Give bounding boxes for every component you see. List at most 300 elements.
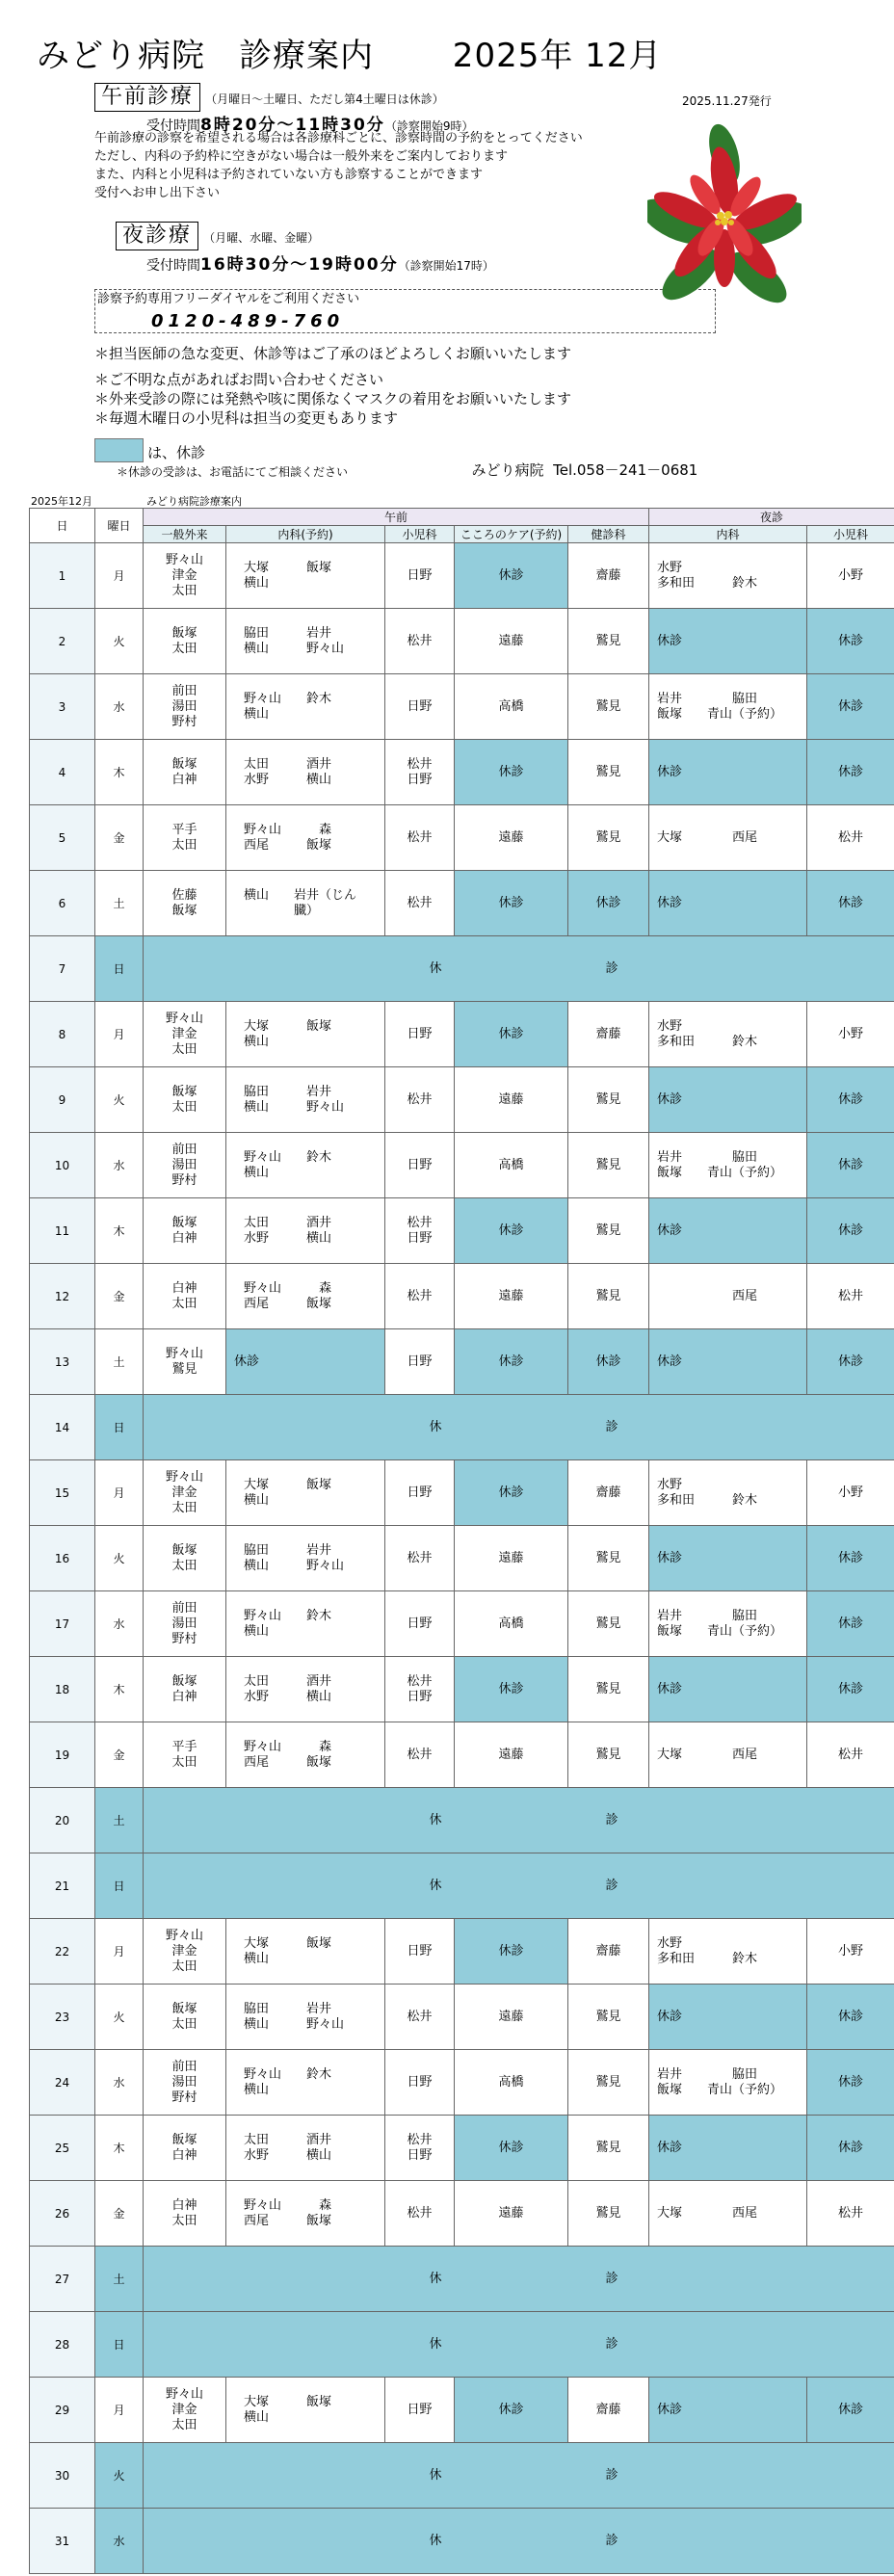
holiday-label-1: 休 (429, 1812, 442, 1827)
poinsettia-icon (647, 116, 802, 318)
pm-hours-note: （診察開始17時） (398, 259, 494, 273)
cell-general: 飯塚 太田 (144, 1067, 226, 1133)
table-row (30, 2050, 894, 2116)
pm-heading (116, 222, 319, 250)
cell-pediatrics: 松井 日野 (385, 1657, 455, 1722)
cell-day: 18 (30, 1657, 95, 1722)
cell-general: 野々山 鷲見 (144, 1329, 226, 1395)
cell-night-internal: 休診 (649, 2116, 807, 2181)
cell-internal-res: 太田 酒井 水野 横山 (226, 1657, 385, 1722)
cell-pediatrics: 松井 (385, 609, 455, 674)
cell-night-internal: 大塚 西尾 (649, 1722, 807, 1788)
cell-mental-care: 高橋 (455, 1133, 568, 1198)
cell-weekday: 土 (95, 2247, 144, 2312)
legend-sub: ＊休診の受診は、お電話にてご相談ください (117, 465, 349, 479)
table-row (30, 1591, 894, 1657)
cell-mental-care: 遠藤 (455, 1722, 568, 1788)
header-mental-care: こころのケア(予約) (455, 526, 568, 543)
cell-weekday: 木 (95, 1657, 144, 1722)
cell-internal-res: 大塚 飯塚 横山 (226, 543, 385, 609)
table-row (30, 1133, 894, 1198)
cell-weekday: 火 (95, 1526, 144, 1591)
table-row (30, 1460, 894, 1526)
caption-title: みどり病院診療案内 (146, 495, 242, 508)
note-2: ＊ご不明な点があればお問い合わせください (94, 371, 384, 388)
reservation-phone: 0120-489-760 (151, 311, 345, 331)
cell-night-pediatrics: 休診 (807, 1329, 894, 1395)
cell-weekday: 木 (95, 740, 144, 805)
holiday-cell (144, 2509, 894, 2574)
cell-pediatrics: 松井 日野 (385, 2116, 455, 2181)
cell-checkup: 鷲見 (568, 740, 649, 805)
cell-general: 野々山 津金 太田 (144, 1460, 226, 1526)
header-night: 夜診 (649, 509, 894, 526)
table-row (30, 1985, 894, 2050)
cell-checkup: 齋藤 (568, 2378, 649, 2443)
cell-mental-care: 休診 (455, 2378, 568, 2443)
cell-night-pediatrics: 松井 (807, 805, 894, 871)
cell-general: 飯塚 白神 (144, 1657, 226, 1722)
holiday-label-2: 診 (605, 960, 618, 976)
cell-night-internal: 水野 多和田 鈴木 (649, 1460, 807, 1526)
cell-weekday: 月 (95, 1002, 144, 1067)
cell-mental-care: 休診 (455, 871, 568, 936)
cell-checkup: 鷲見 (568, 1985, 649, 2050)
cell-checkup: 齋藤 (568, 1002, 649, 1067)
cell-day: 1 (30, 543, 95, 609)
cell-pediatrics: 松井 (385, 1722, 455, 1788)
am-line-3: また、内科と小児科は予約されていない方も診察することができます (94, 168, 484, 182)
am-days: （月曜日～土曜日、ただし第4土曜日は休診） (205, 92, 444, 106)
cell-general: 飯塚 太田 (144, 1526, 226, 1591)
cell-weekday: 火 (95, 609, 144, 674)
cell-general: 白神 太田 (144, 2181, 226, 2247)
cell-pediatrics: 松井 (385, 871, 455, 936)
cell-checkup: 鷲見 (568, 2116, 649, 2181)
cell-pediatrics: 日野 (385, 1460, 455, 1526)
schedule-body (30, 543, 894, 2574)
cell-weekday: 木 (95, 1198, 144, 1264)
table-row (30, 2509, 894, 2574)
cell-day: 29 (30, 2378, 95, 2443)
cell-pediatrics: 松井 日野 (385, 740, 455, 805)
cell-day: 24 (30, 2050, 95, 2116)
cell-mental-care: 遠藤 (455, 1067, 568, 1133)
cell-day: 7 (30, 936, 95, 1002)
cell-day: 17 (30, 1591, 95, 1657)
holiday-label-1: 休 (429, 2533, 442, 2548)
cell-internal-res: 脇田 岩井 横山 野々山 (226, 1985, 385, 2050)
cell-day: 5 (30, 805, 95, 871)
cell-night-internal: 休診 (649, 1329, 807, 1395)
cell-pediatrics: 日野 (385, 1133, 455, 1198)
cell-night-internal: 大塚 西尾 (649, 2181, 807, 2247)
note-4: ＊毎週木曜日の小児科は担当の変更もあります (94, 409, 399, 427)
cell-pediatrics: 日野 (385, 1329, 455, 1395)
holiday-cell (144, 1788, 894, 1853)
cell-night-pediatrics: 休診 (807, 871, 894, 936)
cell-mental-care: 高橋 (455, 2050, 568, 2116)
cell-night-pediatrics: 休診 (807, 1591, 894, 1657)
cell-day: 15 (30, 1460, 95, 1526)
cell-night-internal: 岩井 脇田 飯塚 青山（予約） (649, 1591, 807, 1657)
am-hours-label: 受付時間 (146, 118, 200, 134)
cell-night-internal: 水野 多和田 鈴木 (649, 1002, 807, 1067)
holiday-label-2: 診 (605, 2467, 618, 2483)
cell-weekday: 月 (95, 2378, 144, 2443)
cell-mental-care: 休診 (455, 1002, 568, 1067)
cell-general: 前田 湯田 野村 (144, 1133, 226, 1198)
cell-general: 佐藤 飯塚 (144, 871, 226, 936)
cell-night-internal: 休診 (649, 1067, 807, 1133)
table-row (30, 2247, 894, 2312)
holiday-cell (144, 2312, 894, 2378)
cell-day: 4 (30, 740, 95, 805)
cell-mental-care: 遠藤 (455, 2181, 568, 2247)
holiday-label-2: 診 (605, 2533, 618, 2548)
cell-internal-res: 野々山 鈴木 横山 (226, 1591, 385, 1657)
cell-weekday: 水 (95, 1133, 144, 1198)
cell-weekday: 月 (95, 1460, 144, 1526)
cell-checkup: 鷲見 (568, 1264, 649, 1329)
cell-weekday: 日 (95, 1853, 144, 1919)
cell-day: 2 (30, 609, 95, 674)
cell-pediatrics: 日野 (385, 674, 455, 740)
cell-checkup: 鷲見 (568, 1591, 649, 1657)
cell-pediatrics: 松井 (385, 1264, 455, 1329)
holiday-label-1: 休 (429, 1419, 442, 1434)
cell-weekday: 水 (95, 2050, 144, 2116)
table-row (30, 1919, 894, 1985)
table-row (30, 1526, 894, 1591)
cell-weekday: 木 (95, 2116, 144, 2181)
cell-night-pediatrics: 休診 (807, 1067, 894, 1133)
cell-internal-res: 大塚 飯塚 横山 (226, 1919, 385, 1985)
cell-weekday: 金 (95, 805, 144, 871)
header-night-pediatrics: 小児科 (807, 526, 894, 543)
cell-general: 野々山 津金 太田 (144, 1002, 226, 1067)
cell-night-pediatrics: 小野 (807, 1460, 894, 1526)
cell-night-pediatrics: 松井 (807, 1722, 894, 1788)
cell-night-pediatrics: 松井 (807, 2181, 894, 2247)
cell-weekday: 水 (95, 2509, 144, 2574)
cell-day: 3 (30, 674, 95, 740)
cell-pediatrics: 日野 (385, 1591, 455, 1657)
cell-internal-res: 横山 岩井（じん 臓） (226, 871, 385, 936)
cell-mental-care: 休診 (455, 543, 568, 609)
cell-mental-care: 遠藤 (455, 1985, 568, 2050)
am-hours: 8時20分～11時30分 (200, 116, 385, 135)
cell-day: 31 (30, 2509, 95, 2574)
cell-checkup: 鷲見 (568, 1722, 649, 1788)
cell-checkup: 齋藤 (568, 1460, 649, 1526)
pm-hours-label: 受付時間 (146, 258, 200, 274)
cell-night-pediatrics: 休診 (807, 2378, 894, 2443)
holiday-label-1: 休 (429, 1878, 442, 1893)
cell-night-internal: 岩井 脇田 飯塚 青山（予約） (649, 1133, 807, 1198)
cell-internal-res: 野々山 森 西尾 飯塚 (226, 2181, 385, 2247)
cell-pediatrics: 日野 (385, 2378, 455, 2443)
holiday-label-1: 休 (429, 2467, 442, 2483)
cell-night-internal: 岩井 脇田 飯塚 青山（予約） (649, 674, 807, 740)
holiday-label-2: 診 (605, 1878, 618, 1893)
cell-night-pediatrics: 休診 (807, 674, 894, 740)
cell-internal-res: 大塚 飯塚 横山 (226, 1460, 385, 1526)
table-row (30, 674, 894, 740)
cell-day: 28 (30, 2312, 95, 2378)
holiday-cell (144, 1395, 894, 1460)
hospital-tel: Tel.058－241－0681 (553, 461, 698, 479)
cell-pediatrics: 松井 (385, 1526, 455, 1591)
cell-mental-care: 休診 (455, 1329, 568, 1395)
cell-night-internal: 休診 (649, 1198, 807, 1264)
cell-mental-care: 休診 (455, 1657, 568, 1722)
cell-night-pediatrics: 小野 (807, 1919, 894, 1985)
cell-weekday: 水 (95, 1591, 144, 1657)
cell-mental-care: 遠藤 (455, 1264, 568, 1329)
contact (462, 442, 697, 480)
table-row (30, 1657, 894, 1722)
cell-mental-care: 休診 (455, 1460, 568, 1526)
cell-general: 前田 湯田 野村 (144, 674, 226, 740)
cell-pediatrics: 日野 (385, 1002, 455, 1067)
cell-night-internal: 休診 (649, 1657, 807, 1722)
cell-night-pediatrics: 休診 (807, 1198, 894, 1264)
cell-day: 12 (30, 1264, 95, 1329)
cell-day: 25 (30, 2116, 95, 2181)
cell-mental-care: 遠藤 (455, 805, 568, 871)
page-title: みどり病院 診療案内 2025年 12月 (37, 37, 663, 75)
cell-night-pediatrics: 休診 (807, 1133, 894, 1198)
cell-general: 野々山 津金 太田 (144, 543, 226, 609)
holiday-cell (144, 2443, 894, 2509)
cell-night-internal: 休診 (649, 609, 807, 674)
cell-mental-care: 休診 (455, 1919, 568, 1985)
header-checkup: 健診科 (568, 526, 649, 543)
cell-checkup: 鷲見 (568, 674, 649, 740)
table-row (30, 1198, 894, 1264)
cell-night-internal: 休診 (649, 740, 807, 805)
cell-night-internal: 休診 (649, 1526, 807, 1591)
table-row (30, 2443, 894, 2509)
cell-weekday: 月 (95, 543, 144, 609)
am-label: 午前診療 (94, 83, 200, 112)
cell-night-internal: 休診 (649, 2378, 807, 2443)
table-row (30, 936, 894, 1002)
cell-internal-res: 野々山 鈴木 横山 (226, 674, 385, 740)
cell-day: 11 (30, 1198, 95, 1264)
cell-day: 14 (30, 1395, 95, 1460)
cell-day: 9 (30, 1067, 95, 1133)
cell-pediatrics: 日野 (385, 2050, 455, 2116)
cell-general: 野々山 津金 太田 (144, 1919, 226, 1985)
cell-day: 8 (30, 1002, 95, 1067)
cell-pediatrics: 松井 (385, 1067, 455, 1133)
am-line-1: 午前診療の診察を希望される場合は各診療科ごとに、診察時間の予約をとってください (94, 131, 583, 145)
table-row (30, 1264, 894, 1329)
table-row (30, 1395, 894, 1460)
caption-month: 2025年12月 (31, 495, 92, 508)
holiday-label-2: 診 (605, 2271, 618, 2286)
cell-mental-care: 休診 (455, 1198, 568, 1264)
cell-internal-res: 大塚 飯塚 横山 (226, 1002, 385, 1067)
cell-day: 13 (30, 1329, 95, 1395)
header-internal-res: 内科(予約) (226, 526, 385, 543)
table-row (30, 1722, 894, 1788)
cell-weekday: 日 (95, 1395, 144, 1460)
header-general: 一般外来 (144, 526, 226, 543)
cell-night-pediatrics: 小野 (807, 543, 894, 609)
legend-swatch (94, 438, 144, 462)
header-am: 午前 (144, 509, 649, 526)
holiday-label-2: 診 (605, 2336, 618, 2352)
cell-day: 21 (30, 1853, 95, 1919)
cell-pediatrics: 日野 (385, 1919, 455, 1985)
schedule-table (29, 508, 894, 2574)
holiday-cell (144, 1853, 894, 1919)
cell-weekday: 土 (95, 1788, 144, 1853)
holiday-label-1: 休 (429, 2336, 442, 2352)
holiday-cell (144, 936, 894, 1002)
cell-internal-res: 野々山 森 西尾 飯塚 (226, 1264, 385, 1329)
cell-checkup: 鷲見 (568, 1526, 649, 1591)
cell-day: 19 (30, 1722, 95, 1788)
cell-general: 飯塚 太田 (144, 609, 226, 674)
cell-internal-res: 野々山 森 西尾 飯塚 (226, 805, 385, 871)
cell-pediatrics: 松井 (385, 805, 455, 871)
cell-internal-res: 野々山 鈴木 横山 (226, 2050, 385, 2116)
cell-checkup: 齋藤 (568, 1919, 649, 1985)
cell-internal-res: 休診 (226, 1329, 385, 1395)
hospital-name: みどり病院 (471, 461, 544, 479)
holiday-label-1: 休 (429, 960, 442, 976)
cell-day: 27 (30, 2247, 95, 2312)
cell-mental-care: 遠藤 (455, 1526, 568, 1591)
cell-weekday: 日 (95, 936, 144, 1002)
cell-checkup: 鷲見 (568, 609, 649, 674)
cell-mental-care: 休診 (455, 2116, 568, 2181)
cell-weekday: 土 (95, 871, 144, 936)
cell-weekday: 火 (95, 1985, 144, 2050)
cell-internal-res: 野々山 森 西尾 飯塚 (226, 1722, 385, 1788)
reservation-box (94, 289, 716, 333)
cell-night-internal: 休診 (649, 871, 807, 936)
cell-general: 飯塚 白神 (144, 2116, 226, 2181)
issue-date: 2025.11.27発行 (682, 94, 772, 108)
cell-day: 6 (30, 871, 95, 936)
pm-days: （月曜、水曜、金曜） (203, 231, 320, 245)
cell-day: 10 (30, 1133, 95, 1198)
cell-general: 飯塚 白神 (144, 1198, 226, 1264)
cell-checkup: 休診 (568, 1329, 649, 1395)
cell-night-internal: 水野 多和田 鈴木 (649, 543, 807, 609)
cell-internal-res: 大塚 飯塚 横山 (226, 2378, 385, 2443)
table-row (30, 1853, 894, 1919)
cell-general: 白神 太田 (144, 1264, 226, 1329)
cell-general: 平手 太田 (144, 805, 226, 871)
cell-pediatrics: 松井 日野 (385, 1198, 455, 1264)
cell-night-internal: 岩井 脇田 飯塚 青山（予約） (649, 2050, 807, 2116)
cell-general: 野々山 津金 太田 (144, 2378, 226, 2443)
am-heading (94, 83, 444, 112)
cell-general: 前田 湯田 野村 (144, 2050, 226, 2116)
note-1: ＊担当医師の急な変更、休診等はご了承のほどよろしくお願いいたします (94, 345, 572, 362)
cell-day: 30 (30, 2443, 95, 2509)
table-row (30, 609, 894, 674)
cell-day: 22 (30, 1919, 95, 1985)
header-night-internal: 内科 (649, 526, 807, 543)
cell-mental-care: 高橋 (455, 1591, 568, 1657)
cell-night-pediatrics: 小野 (807, 1002, 894, 1067)
cell-night-pediatrics: 休診 (807, 740, 894, 805)
cell-general: 前田 湯田 野村 (144, 1591, 226, 1657)
cell-night-pediatrics: 休診 (807, 1526, 894, 1591)
cell-pediatrics: 松井 (385, 1985, 455, 2050)
cell-weekday: 火 (95, 2443, 144, 2509)
cell-night-pediatrics: 休診 (807, 2116, 894, 2181)
cell-night-internal: 水野 多和田 鈴木 (649, 1919, 807, 1985)
cell-night-pediatrics: 休診 (807, 2050, 894, 2116)
am-line-2: ただし、内科の予約枠に空きがない場合は一般外来をご案内しております (94, 149, 509, 164)
pm-hours-line (146, 250, 494, 275)
cell-night-internal: 西尾 (649, 1264, 807, 1329)
cell-internal-res: 太田 酒井 水野 横山 (226, 1198, 385, 1264)
cell-pediatrics: 松井 (385, 2181, 455, 2247)
pm-hours: 16時30分～19時00分 (200, 255, 399, 275)
cell-internal-res: 太田 酒井 水野 横山 (226, 2116, 385, 2181)
holiday-label-2: 診 (605, 1812, 618, 1827)
cell-internal-res: 脇田 岩井 横山 野々山 (226, 1067, 385, 1133)
cell-checkup: 鷲見 (568, 1657, 649, 1722)
table-row (30, 2116, 894, 2181)
table-row (30, 2312, 894, 2378)
cell-internal-res: 野々山 鈴木 横山 (226, 1133, 385, 1198)
cell-weekday: 金 (95, 1264, 144, 1329)
header-day: 日 (30, 509, 95, 543)
cell-internal-res: 脇田 岩井 横山 野々山 (226, 609, 385, 674)
cell-checkup: 鷲見 (568, 1198, 649, 1264)
cell-general: 飯塚 太田 (144, 1985, 226, 2050)
cell-day: 26 (30, 2181, 95, 2247)
header-weekday: 曜日 (95, 509, 144, 543)
cell-night-internal: 休診 (649, 1985, 807, 2050)
am-hours-note: （診察開始9時） (384, 119, 474, 133)
cell-pediatrics: 日野 (385, 543, 455, 609)
cell-weekday: 水 (95, 674, 144, 740)
cell-night-internal: 大塚 西尾 (649, 805, 807, 871)
table-row (30, 2378, 894, 2443)
cell-weekday: 火 (95, 1067, 144, 1133)
cell-internal-res: 太田 酒井 水野 横山 (226, 740, 385, 805)
table-row (30, 740, 894, 805)
table-row (30, 1002, 894, 1067)
cell-night-pediatrics: 休診 (807, 1657, 894, 1722)
legend-text: は、休診 (147, 444, 206, 461)
cell-checkup: 鷲見 (568, 2181, 649, 2247)
holiday-label-2: 診 (605, 1419, 618, 1434)
cell-checkup: 鷲見 (568, 1133, 649, 1198)
cell-checkup: 鷲見 (568, 1067, 649, 1133)
header-pediatrics: 小児科 (385, 526, 455, 543)
table-row (30, 1788, 894, 1853)
table-row (30, 1067, 894, 1133)
cell-general: 飯塚 白神 (144, 740, 226, 805)
table-row (30, 543, 894, 609)
cell-night-pediatrics: 休診 (807, 609, 894, 674)
cell-weekday: 土 (95, 1329, 144, 1395)
cell-day: 16 (30, 1526, 95, 1591)
cell-day: 23 (30, 1985, 95, 2050)
